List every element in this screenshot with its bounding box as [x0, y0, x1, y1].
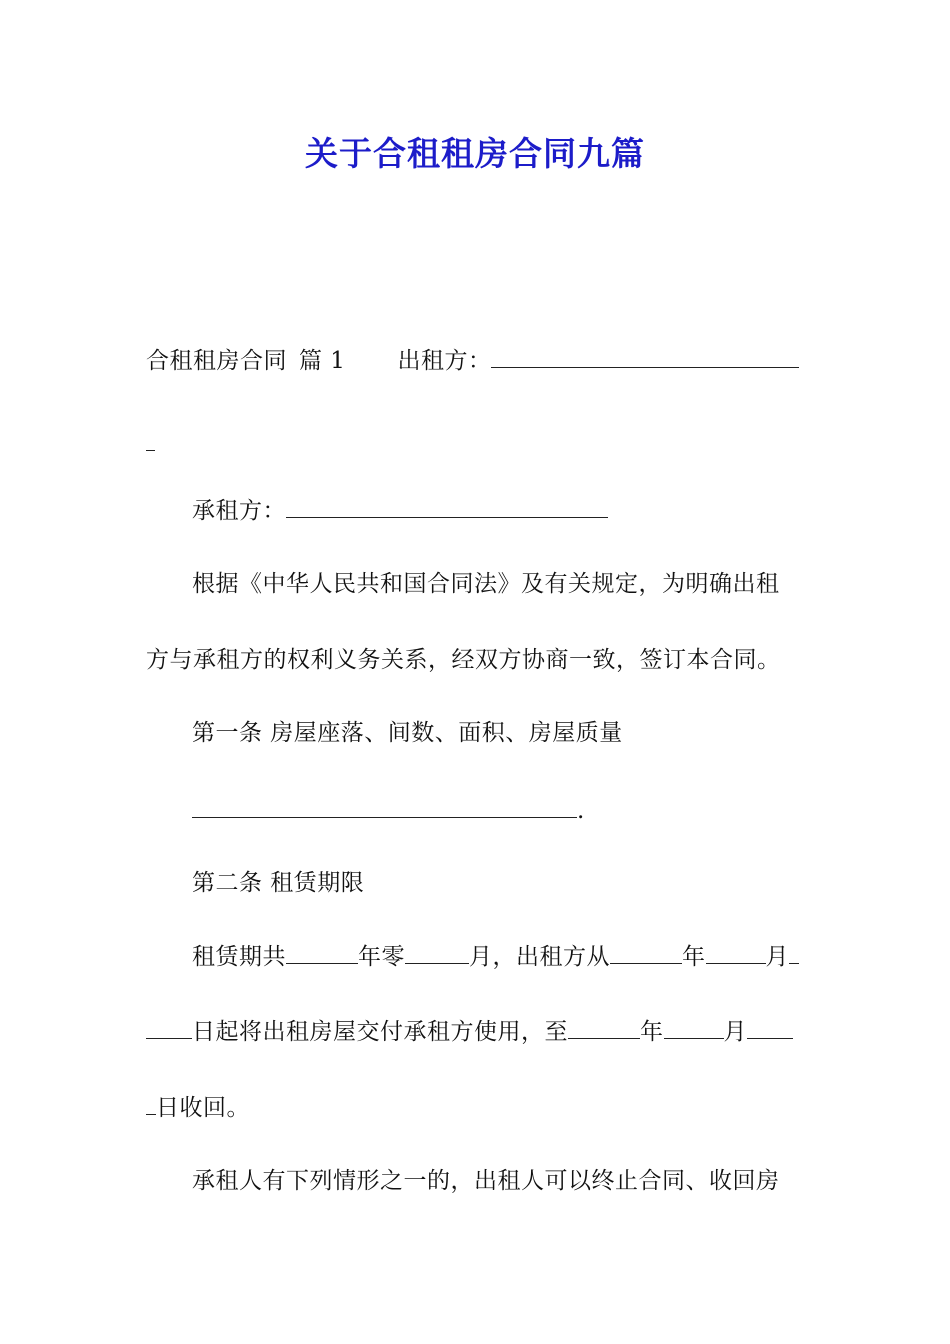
term2-text-3: 月 — [723, 1019, 747, 1045]
term-text-3: 月，出租方从 — [469, 944, 610, 970]
termination-line: 承租人有下列情形之一的，出租人可以终止合同、收回房 — [192, 1168, 780, 1194]
term-line-3 — [146, 1092, 811, 1123]
end-day-blank-b — [146, 1092, 156, 1115]
intro-line-2: 方与承租方的权利义务关系，经双方协商一致，签订本合同。 — [146, 647, 781, 673]
term-line-1 — [146, 941, 857, 972]
term-line-2 — [146, 1016, 811, 1047]
term-text-5: 月 — [765, 944, 789, 970]
years-blank — [286, 941, 358, 964]
lessor-blank-continuation — [146, 428, 811, 459]
property-details-blank — [192, 795, 577, 818]
lessor-blank — [491, 345, 799, 368]
article-1-heading: 第一条 房屋座落、间数、面积、房屋质量 — [192, 720, 623, 746]
term3-text-1: 日收回。 — [156, 1095, 250, 1121]
document-title: 关于合租租房合同九篇 — [305, 134, 645, 173]
contract-label: 合租租房合同 — [146, 348, 287, 374]
term-text-2: 年零 — [358, 944, 405, 970]
section-label: 篇 1 — [299, 348, 346, 374]
intro-line-1: 根据《中华人民共和国合同法》及有关规定，为明确出租 — [192, 571, 780, 597]
term-text-1: 租赁期共 — [192, 944, 286, 970]
lessee-line — [146, 495, 857, 526]
start-month-blank — [706, 941, 766, 964]
start-day-blank-b — [146, 1016, 192, 1039]
lessor-label: 出租方： — [397, 348, 492, 374]
months-blank — [405, 941, 469, 964]
article-1-end: . — [577, 798, 585, 824]
start-day-blank-a — [789, 941, 799, 964]
lessor-blank-tail — [146, 428, 155, 451]
lessee-blank — [286, 495, 608, 518]
end-year-blank — [568, 1016, 640, 1039]
contract-header-line — [146, 345, 811, 376]
article-1-blank-line — [146, 795, 857, 826]
term2-text-1: 日起将出租房屋交付承租方使用，至 — [192, 1019, 568, 1045]
end-day-blank-a — [747, 1016, 793, 1039]
term-text-4: 年 — [682, 944, 706, 970]
lessee-label: 承租方： — [192, 498, 286, 524]
term2-text-2: 年 — [640, 1019, 664, 1045]
start-year-blank — [610, 941, 682, 964]
article-2-heading: 第二条 租赁期限 — [192, 870, 365, 896]
end-month-blank — [664, 1016, 724, 1039]
